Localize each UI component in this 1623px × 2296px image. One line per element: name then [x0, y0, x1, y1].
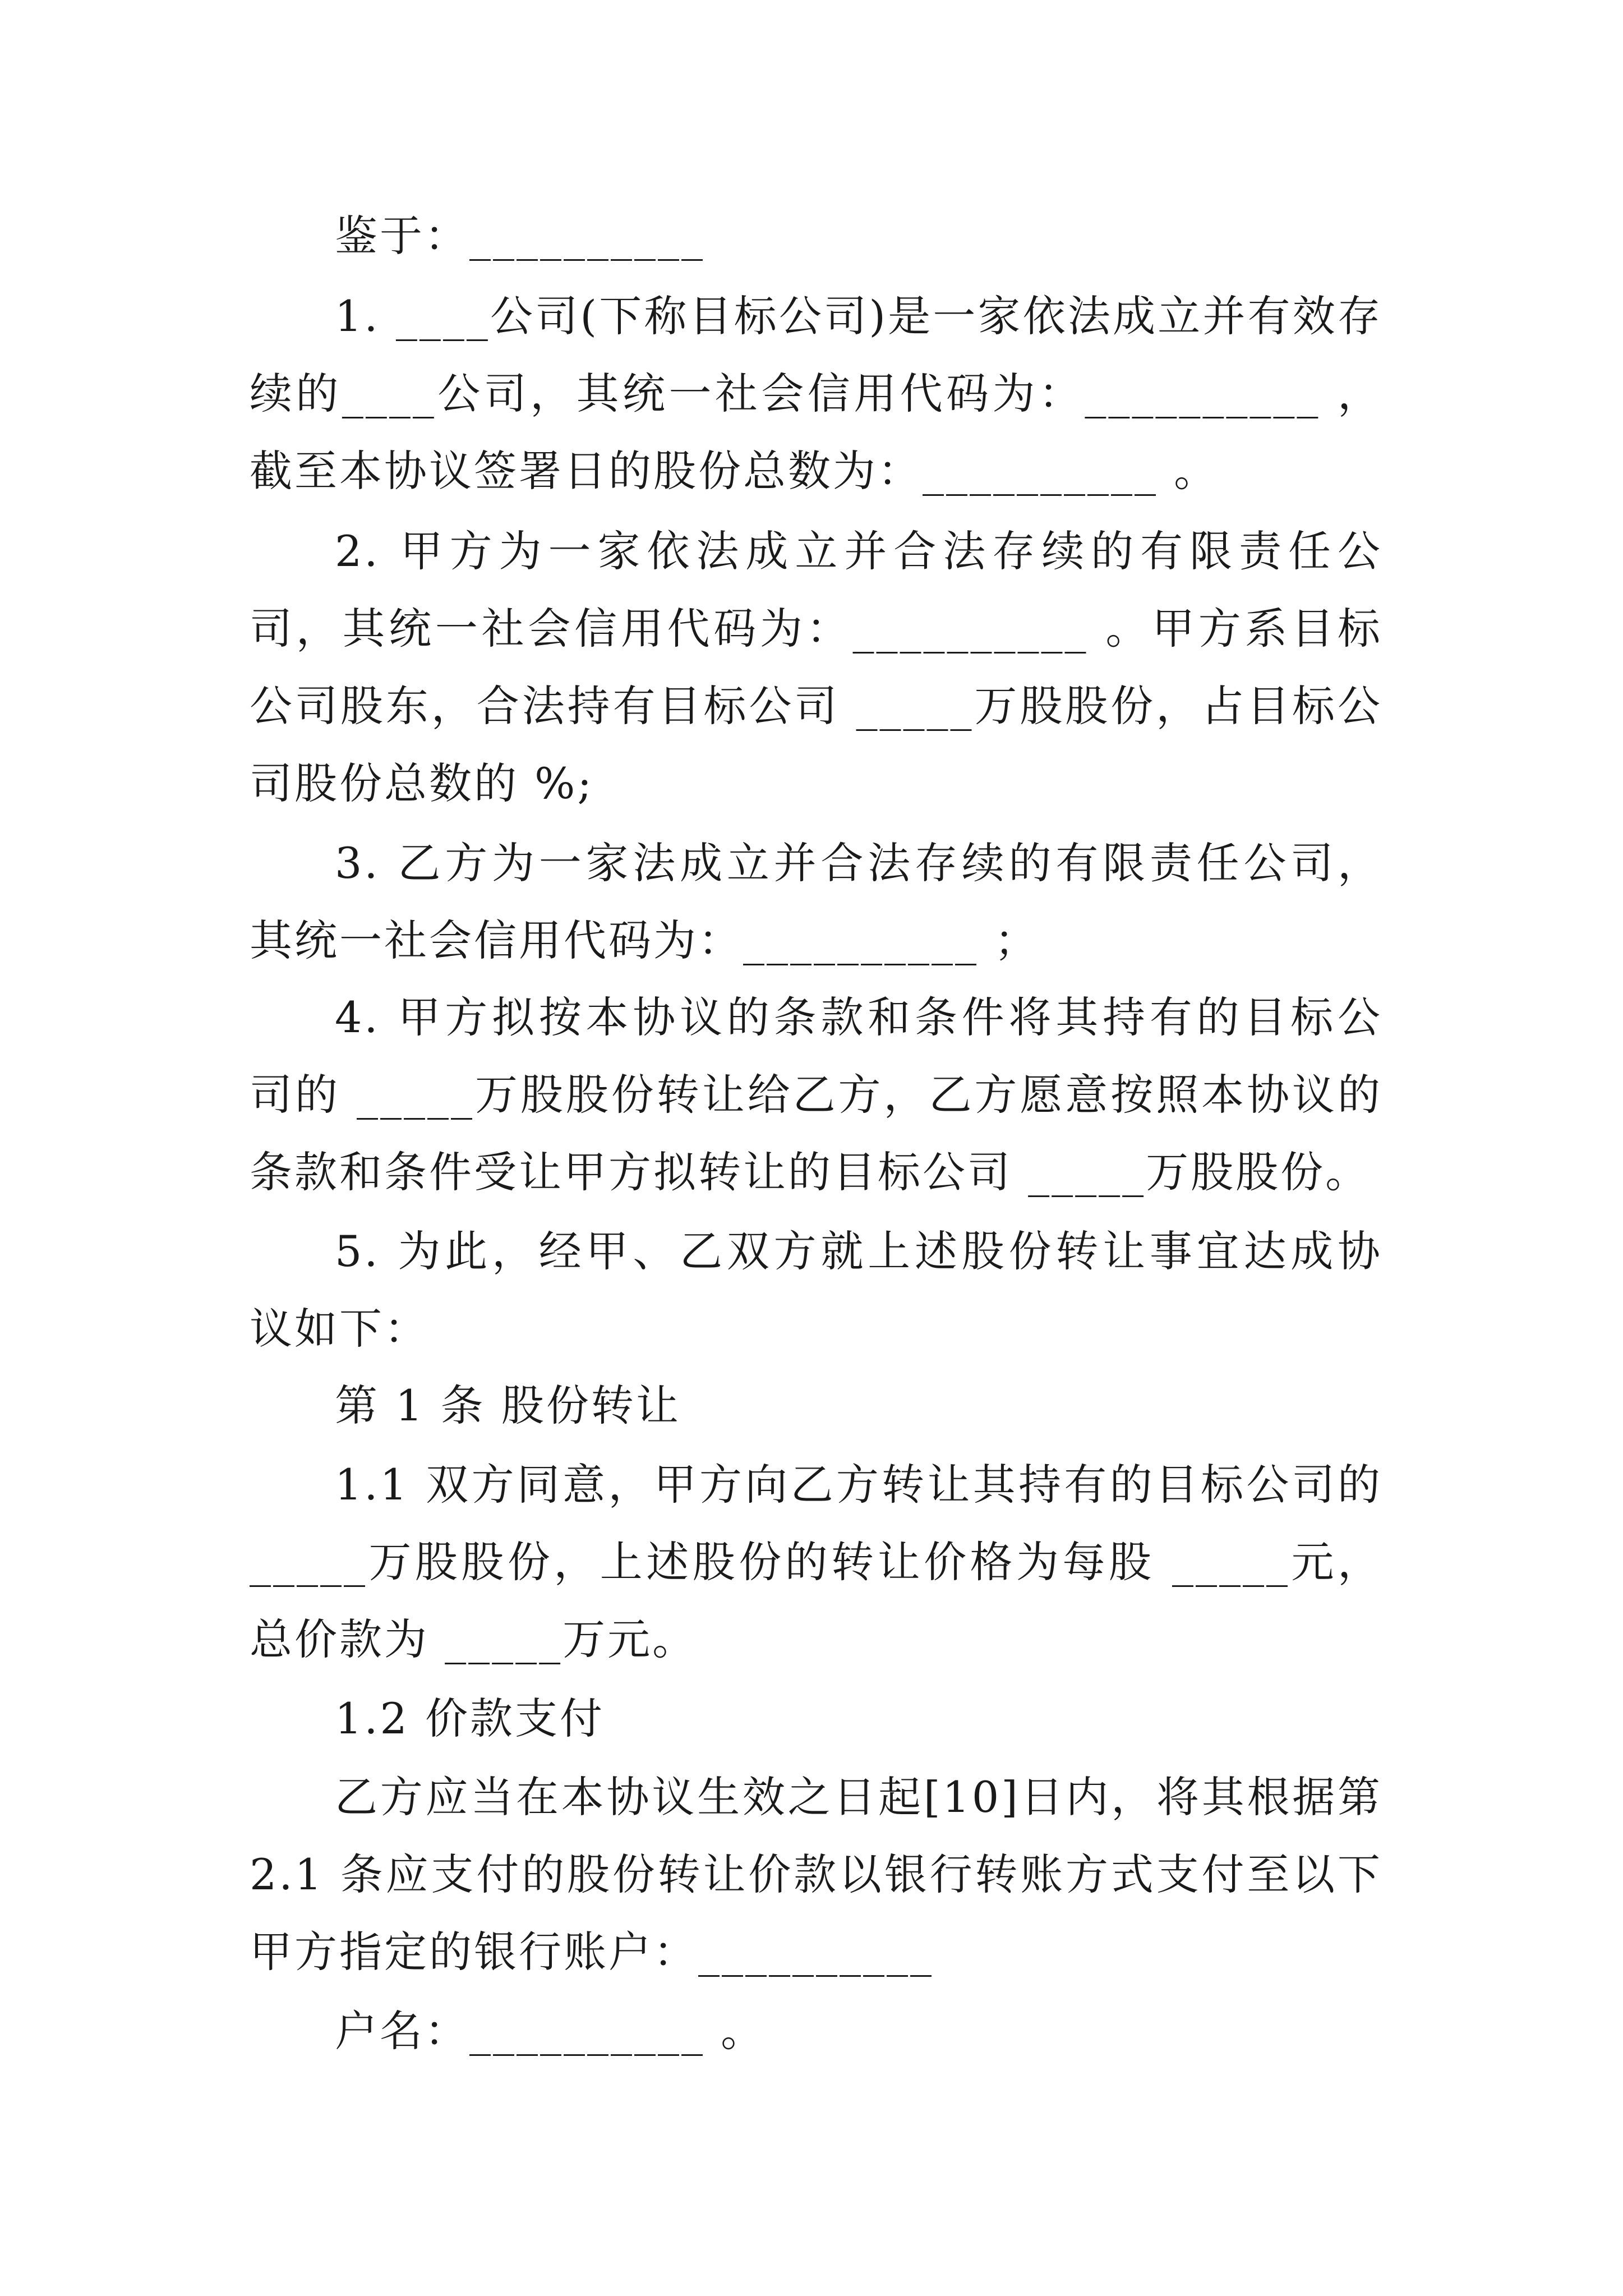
account-name-line: 户名：__________ 。 — [335, 2006, 766, 2056]
article-1-title: 第 1 条 股份转让 — [335, 1381, 681, 1430]
document-page — [250, 0, 1382, 2296]
clause-1-2-body: 乙方应当在本协议生效之日起[10]日内，将其根据第 2.1 条应支付的股份转让价款以银行转账方式支付至以下甲方指定的银行账户：__________ — [250, 1772, 1382, 1977]
item-4: 4. 甲方拟按本协议的条款和条件将其持有的目标公司的 _____万股股份转让给乙方，乙方愿意按照本协议的条款和条件受让甲方拟转让的目标公司 _____万股股份。 — [250, 992, 1382, 1197]
item-1: 1. ____公司(下称目标公司)是一家依法成立并有效存续的____公司，其统一社会信用代码为：__________ ，截至本协议签署日的股份总数为：__________ 。 — [250, 291, 1382, 496]
item-5: 5. 为此，经甲、乙双方就上述股份转让事宜达成协议如下： — [250, 1226, 1382, 1354]
item-3: 3. 乙方为一家法成立并合法存续的有限责任公司，其统一社会信用代码为：__________ ； — [250, 838, 1382, 965]
clause-1-1: 1.1 双方同意，甲方向乙方转让其持有的目标公司的 _____万股股份，上述股份的转让价格为每股 _____元，总价款为 _____万元。 — [250, 1460, 1382, 1664]
item-2: 2. 甲方为一家依法成立并合法存续的有限责任公司，其统一社会信用代码为：__________ 。甲方系目标公司股东，合法持有目标公司 _____万股股份，占目标公司股份总数的 %; — [250, 526, 1382, 808]
whereas-line: 鉴于：__________ — [335, 211, 705, 261]
clause-1-2-title: 1.2 价款支付 — [335, 1694, 605, 1743]
